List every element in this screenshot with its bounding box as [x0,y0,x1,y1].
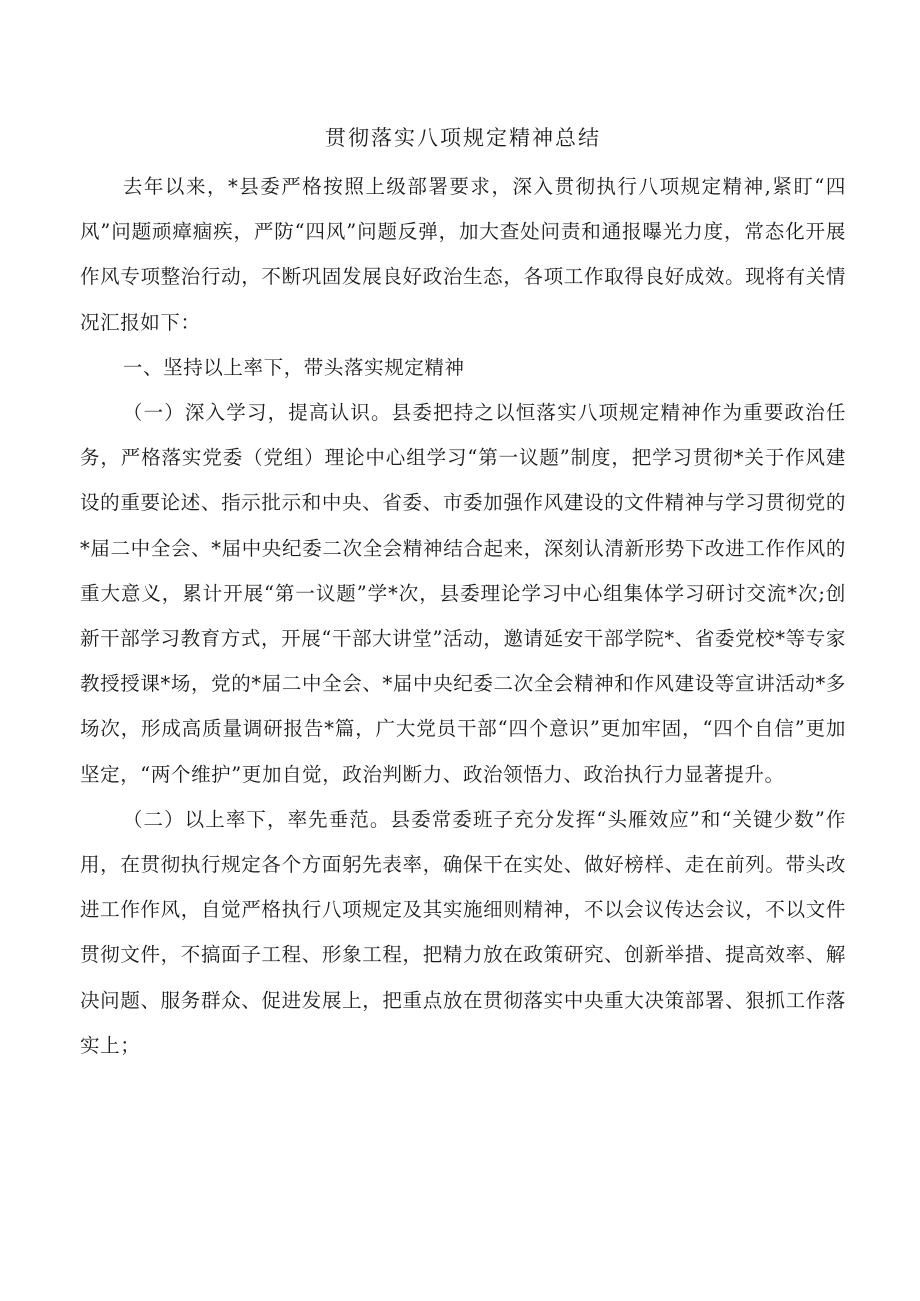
section-heading-1: 一、坚持以上率下，带头落实规定精神 [122,355,465,379]
section1-paragraph-1: （一）深入学习，提高认识。县委把持之以恒落实八项规定精神作为重要政治任务，严格落实党委（党组）理论中心组学习“第一议题”制度，把学习贯彻*关于作风建设的重要论述、指示批示和中央、省委、市委加强作风建设的文件精神与学习贯彻党的*届二中全会、*届中央纪委二次全会精神结合起来，深刻认清新形势下改进工作作风的重大意义，累计开展“第一议题”学*次，县委理论学习中心组集体学习研讨交流*次;创新干部学习教育方式，开展“干部大讲堂”活动，邀请延安干部学院*、省委党校*等专家教授授课*场，党的*届二中全会、*届中央纪委二次全会精神和作风建设等宣讲活动*多场次，形成高质量调研报告*篇，广大党员干部“四个意识”更加牢固，“四个自信”更加坚定，“两个维护”更加自觉，政治判断力、政治领悟力、政治执行力显著提升。 [80,401,846,786]
section1-paragraph-2: （二）以上率下，率先垂范。县委常委班子充分发挥“头雁效应”和“关键少数”作用，在贯彻执行规定各个方面躬先表率，确保干在实处、做好榜样、走在前列。带头改进工作作风，自觉严格执行八项规定及其实施细则精神，不以会议传达会议，不以文件贯彻文件，不搞面子工程、形象工程，把精力放在政策研究、创新举措、提高效率、解决问题、服务群众、促进发展上，把重点放在贯彻落实中央重大决策部署、狠抓工作落实上； [80,807,846,1057]
intro-paragraph: 去年以来，*县委严格按照上级部署要求，深入贯彻执行八项规定精神,紧盯“四风”问题顽瘴痼疾，严防“四风”问题反弹，加大查处问责和通报曝光力度，常态化开展作风专项整治行动，不断巩固发展良好政治生态，各项工作取得良好成效。现将有关情况汇报如下： [80,175,846,334]
document-page [80,112,846,1068]
document-title: 贯彻落实八项规定精神总结 [325,126,601,150]
